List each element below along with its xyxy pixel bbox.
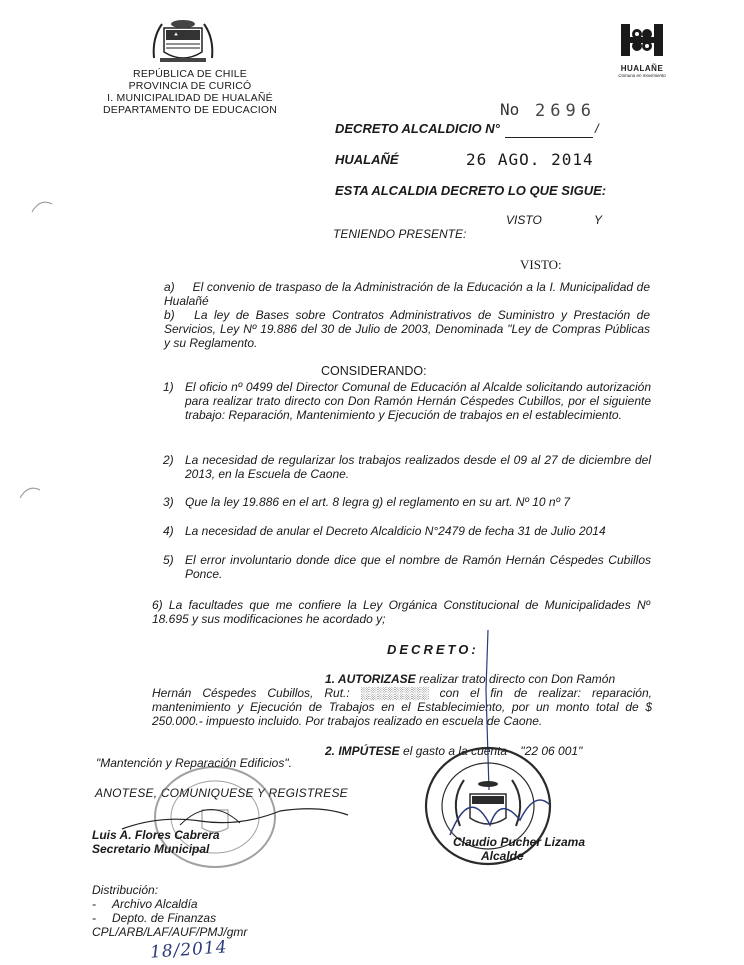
institution-header <box>100 68 280 116</box>
decree-number: 2696 <box>535 101 596 121</box>
decree-city: HUALAÑÉ <box>335 152 399 167</box>
distribution-item-text: Depto. de Finanzas <box>112 911 217 925</box>
considerando-heading: CONSIDERANDO: <box>321 364 427 378</box>
visto-item-label: a) <box>164 280 175 294</box>
signatory-name: Claudio Pucher Lizama <box>453 835 586 849</box>
imputese-lead-text: el gasto a la cuenta "22 06 001" <box>399 744 583 758</box>
item-number: 5) <box>163 553 174 567</box>
considerando-item-6: 6) La facultades que me confiere la Ley Orgánica Constitucional de Municipalidades Nº 18.695 y sus modificaciones he acordado y; <box>152 598 650 626</box>
visto-item-label: b) <box>164 308 175 322</box>
item-number: 2) <box>163 453 174 467</box>
decree-number-prefix: No <box>500 100 520 119</box>
punch-hole-mark <box>18 484 42 502</box>
visto-heading: VISTO: <box>520 257 562 272</box>
item-text: La necesidad de regularizar los trabajos realizados desde el 09 al 27 de diciembre del 2013, en la Escuela de Caone. <box>185 453 651 481</box>
distribution-item: - Archivo Alcaldía <box>92 897 198 911</box>
item-text: Que la ley 19.886 en el art. 8 legra g) el reglamento en su art. Nº 10 nº 7 <box>185 495 570 509</box>
anotese-line: ANOTESE, COMUNIQUESE Y REGISTRESE <box>95 786 348 800</box>
logo-name: HUALAÑE <box>620 64 664 73</box>
logo-tagline: Comuna en movimiento <box>618 73 666 78</box>
imputese-label: 2. IMPÚTESE <box>325 744 400 758</box>
item-number: 4) <box>163 524 174 538</box>
signatory-role: Alcalde <box>481 849 524 863</box>
visto-item-b <box>164 308 650 350</box>
imputese-account-name: "Mantención y Reparación Edificios". <box>96 756 292 770</box>
signatory-name: Luis A. Flores Cabrera <box>92 828 220 842</box>
header-line: PROVINCIA DE CURICÓ <box>128 80 252 92</box>
decree-title: DECRETO ALCALDICIO N° <box>335 121 500 136</box>
handwritten-date: 18/2014 <box>149 937 229 963</box>
distribution-block <box>92 883 247 939</box>
decreto-heading: DECRETO: <box>387 642 479 657</box>
distribution-heading: Distribución: <box>92 883 159 897</box>
decree-title-slash: / <box>595 121 599 136</box>
item-number: 1) <box>163 380 174 394</box>
visto-item-text: El convenio de traspaso de la Administración de la Educación a la I. Municipalidad de Hualañé <box>164 280 651 308</box>
punch-hole-mark <box>30 198 54 216</box>
distribution-item: - Depto. de Finanzas <box>92 911 217 925</box>
teniendo-presente-label: TENIENDO PRESENTE: <box>333 227 467 241</box>
item-text: La necesidad de anular el Decreto Alcaldicio N°2479 de fecha 31 de Julio 2014 <box>185 524 606 538</box>
hualane-logo <box>612 22 672 78</box>
decree-number-underline <box>505 137 593 138</box>
coat-of-arms-icon <box>150 18 216 66</box>
secretary-signature-block <box>92 828 220 856</box>
hualane-logo-icon <box>615 22 669 58</box>
autoriza-lead-text: realizar trato directo con Don Ramón <box>415 672 616 686</box>
distribution-item-text: Archivo Alcaldía <box>112 897 198 911</box>
visto-label: VISTO <box>506 213 542 227</box>
distribution-initials: CPL/ARB/LAF/AUF/PMJ/gmr <box>92 925 248 939</box>
alcaldia-line: ESTA ALCALDIA DECRETO LO QUE SIGUE: <box>335 183 607 198</box>
autoriza-label: 1. AUTORIZASE <box>325 672 416 686</box>
visto-item-a <box>164 280 650 308</box>
header-line: I. MUNICIPALIDAD DE HUALAÑÉ <box>107 92 273 104</box>
mayor-signature-block <box>453 835 585 863</box>
item-text: El error involuntario donde dice que el nombre de Ramón Hernán Céspedes Cubillos Ponce. <box>185 553 651 581</box>
header-line: DEPARTAMENTO DE EDUCACION <box>103 104 277 116</box>
signatory-role: Secretario Municipal <box>92 842 210 856</box>
y-label: Y <box>594 213 603 227</box>
header-line: REPÚBLICA DE CHILE <box>133 68 247 80</box>
decree-date: 26 AGO. 2014 <box>466 150 594 169</box>
visto-item-text: La ley de Bases sobre Contratos Administrativos de Suministro y Prestación de Servicios, Ley Nº 19.886 del 30 de Julio de 2003, Denominada "Ley de Compras Públicas y su Reglamento. <box>164 308 650 350</box>
autoriza-body: Hernán Céspedes Cubillos, Rut.: ░░░░░░░░ con el fin de realizar: reparación, mantenimiento y Ejecución de Trabajos en el Establecimiento, por un monto total de $ 250.000.- impuesto incluido. Por trabajos realizado en escuela de Caone. <box>152 686 652 728</box>
item-text: El oficio nº 0499 del Director Comunal de Educación al Alcalde solicitando autorización para realizar trato directo con Don Ramón Hernán Céspedes Cubillos, por el siguiente trabajo: Reparación, Mantenimiento y Ejecución de trabajos en el establecimiento. <box>185 380 651 422</box>
item-number: 3) <box>163 495 174 509</box>
